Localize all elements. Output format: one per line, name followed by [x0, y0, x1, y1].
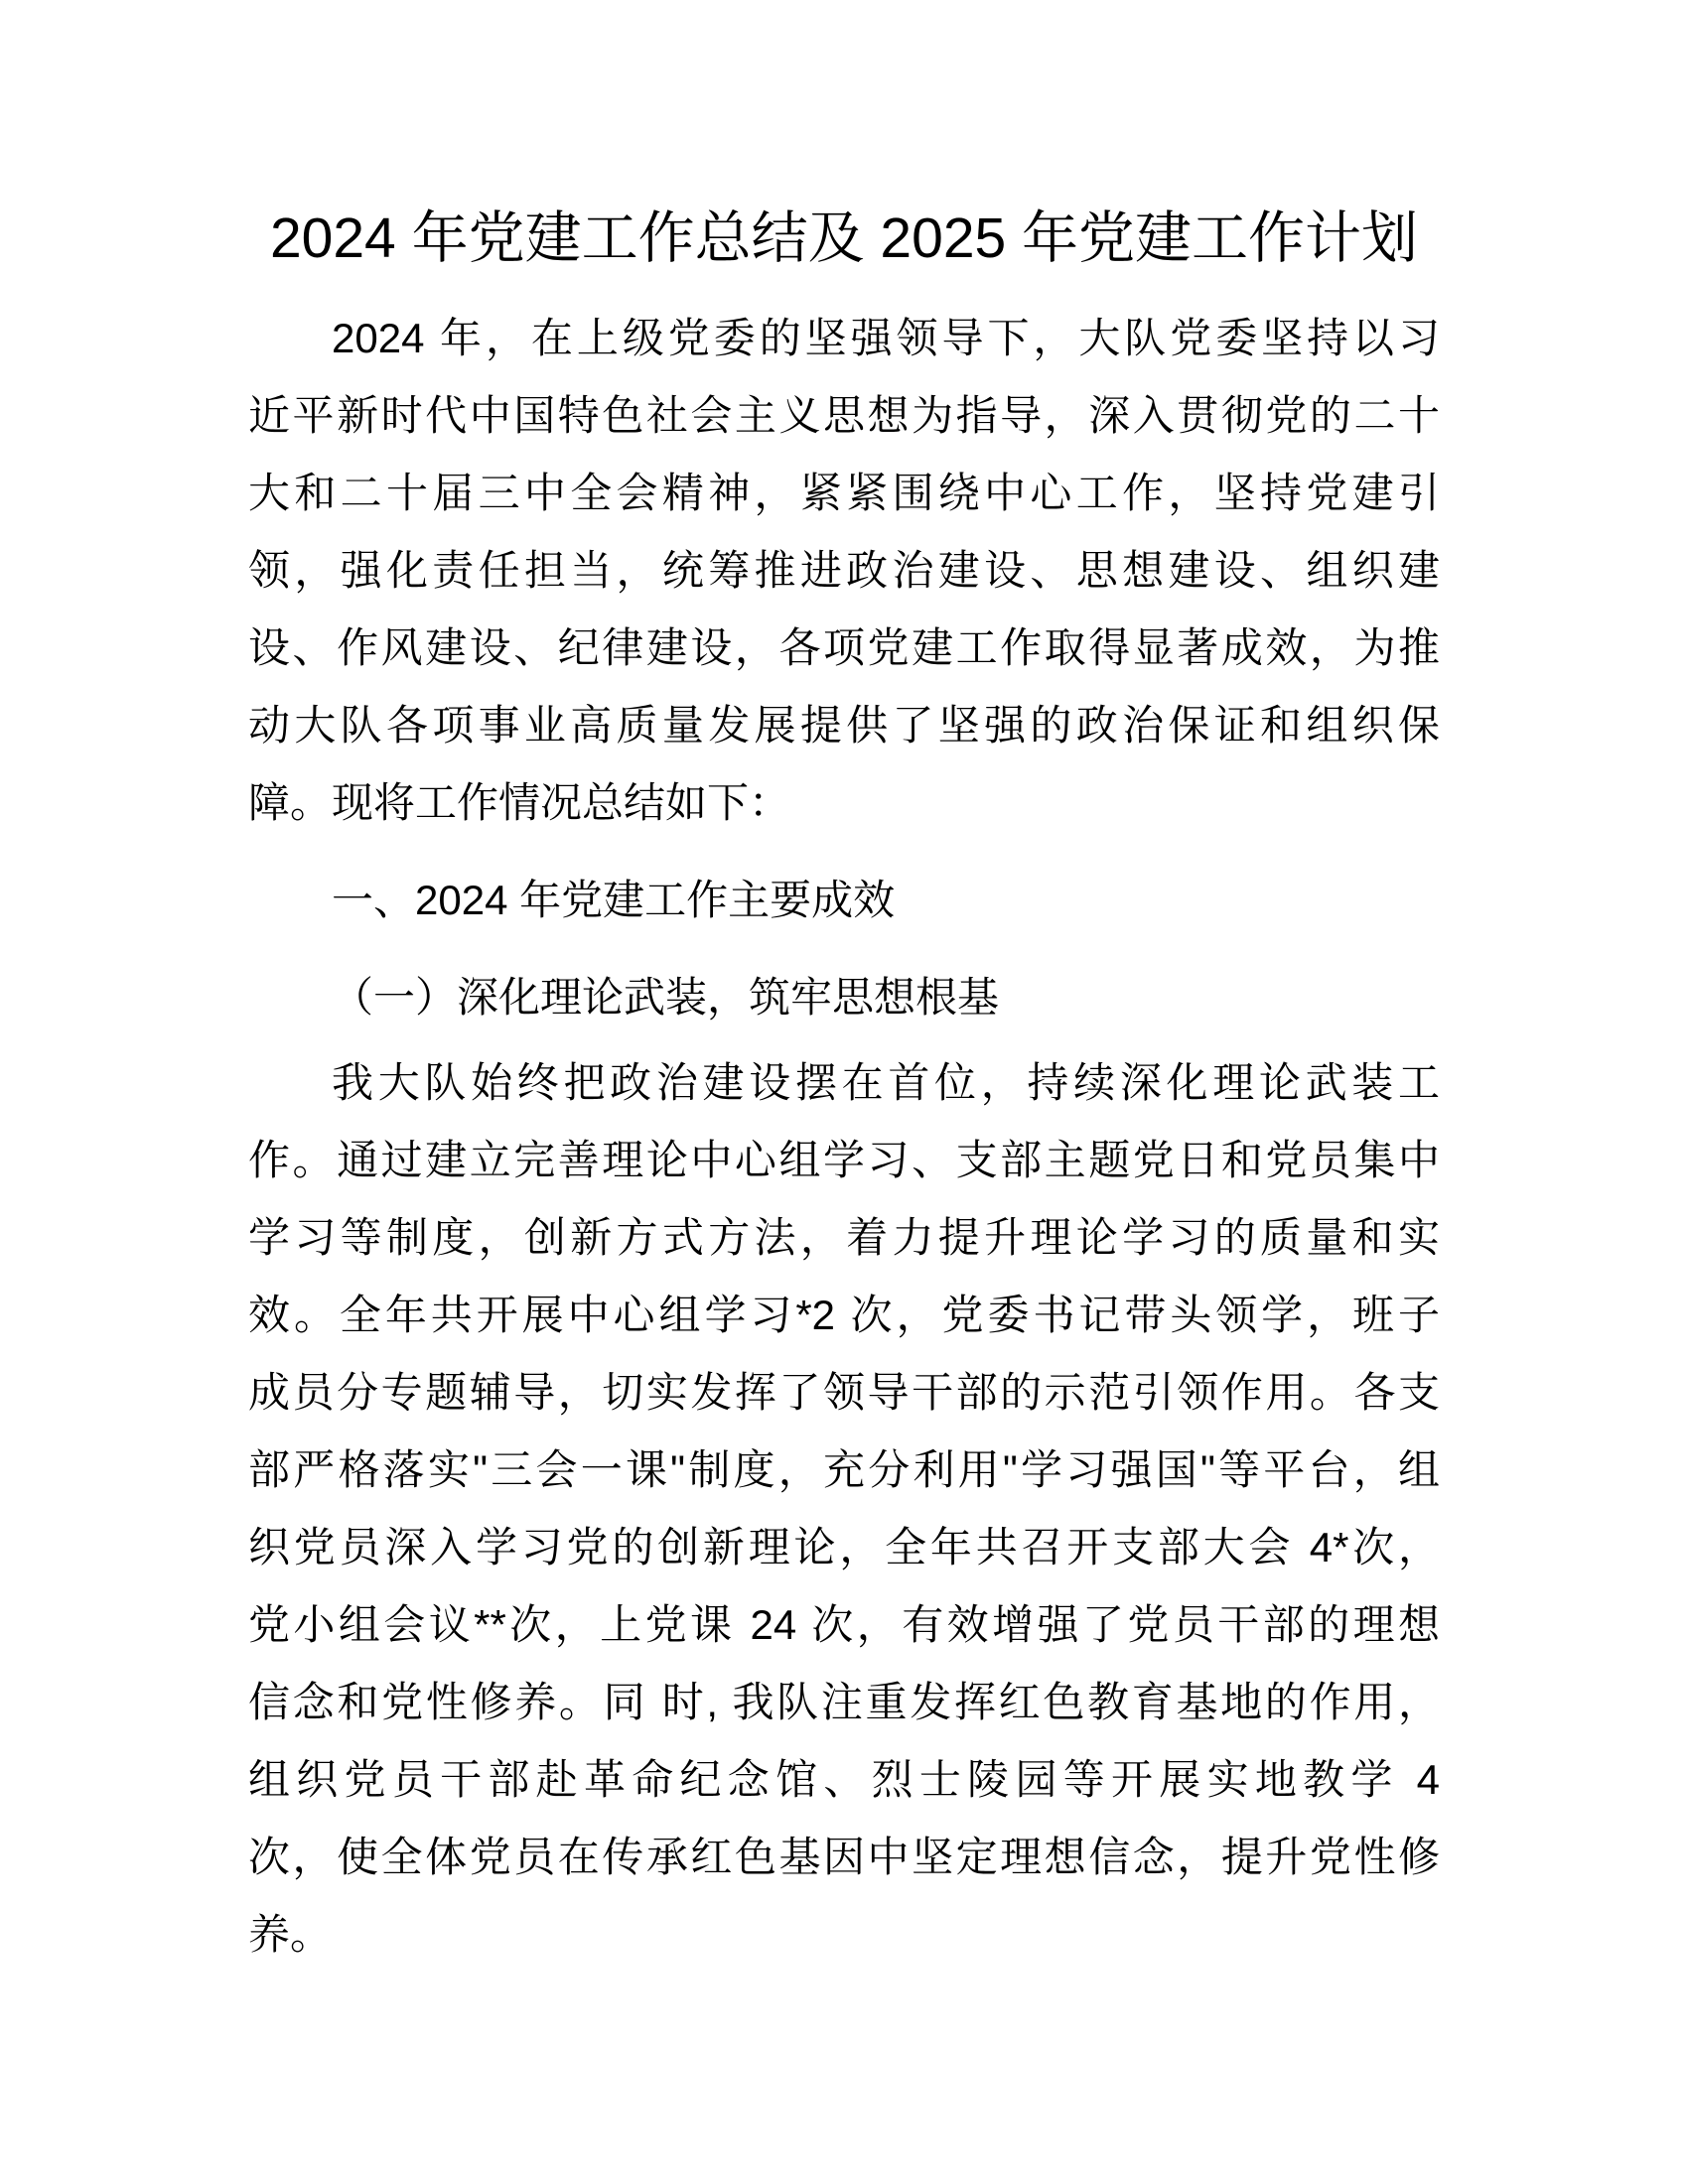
text-line: 成员分专题辅导，切实发挥了领导干部的示范引领作用。各支 [248, 1369, 1440, 1416]
text-line: 织党员深入学习党的创新理论，全年共召开支部大会 4*次， [248, 1524, 1440, 1570]
body-paragraph [248, 300, 1440, 842]
document-body [248, 300, 1440, 1974]
text-line: 我大队始终把政治建设摆在首位，持续深化理论武装工 [332, 1059, 1440, 1106]
document-title: 2024 年党建工作总结及 2025 年党建工作计划 [269, 206, 1419, 270]
text-line: 组织党员干部赴革命纪念馆、烈士陵园等开展实地教学 4 [248, 1756, 1440, 1803]
text-line: 2024 年，在上级党委的坚强领导下，大队党委坚持以习 [332, 315, 1440, 361]
text-line: 设、作风建设、纪律建设，各项党建工作取得显著成效，为推 [248, 624, 1440, 671]
text-line: 效。全年共开展中心组学习*2 次，党委书记带头领学，班子 [248, 1292, 1440, 1338]
text-line: 信念和党性修养。同 时, 我队注重发挥红色教育基地的作用， [248, 1679, 1440, 1725]
text-line: 次，使全体党员在传承红色基因中坚定理想信念，提升党性修 [248, 1834, 1440, 1880]
text-line: 党小组会议**次，上党课 24 次，有效增强了党员干部的理想 [248, 1601, 1440, 1648]
text-line: 动大队各项事业高质量发展提供了坚强的政治保证和组织保 [248, 702, 1440, 749]
text-line: 学习等制度，创新方式方法，着力提升理论学习的质量和实 [248, 1214, 1440, 1261]
text-line: 近平新时代中国特色社会主义思想为指导，深入贯彻党的二十 [248, 392, 1440, 439]
body-paragraph [248, 1044, 1440, 1974]
text-line: 作。通过建立完善理论中心组学习、支部主题党日和党员集中 [248, 1137, 1440, 1183]
section-heading: （一）深化理论武装，筑牢思想根基 [332, 974, 1000, 1021]
text-line: 部严格落实"三会一课"制度，充分利用"学习强国"等平台，组 [248, 1446, 1440, 1493]
section-heading: 一、2024 年党建工作主要成效 [332, 877, 896, 923]
text-line: 领，强化责任担当，统筹推进政治建设、思想建设、组织建 [248, 547, 1440, 594]
text-line: 养。 [248, 1911, 333, 1958]
text-line: 障。现将工作情况总结如下： [248, 779, 791, 826]
text-line: 大和二十届三中全会精神，紧紧围绕中心工作，坚持党建引 [248, 470, 1440, 516]
